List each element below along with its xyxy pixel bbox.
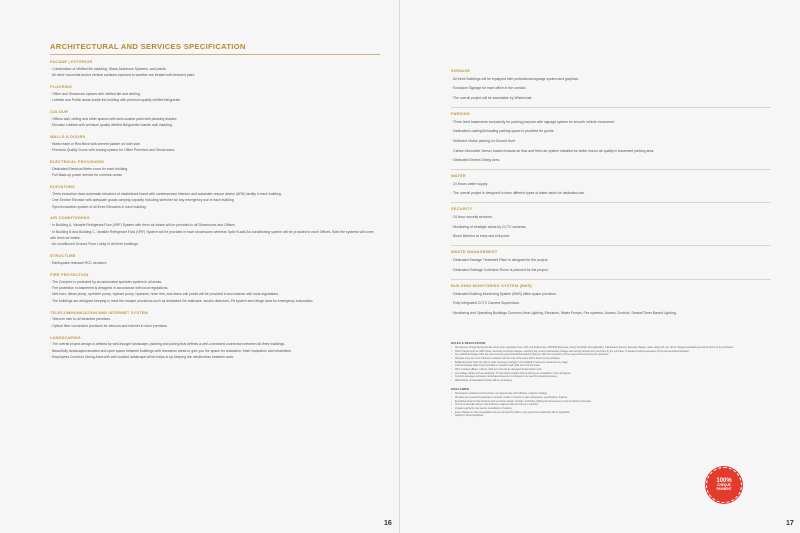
section-heading: WATER bbox=[451, 173, 466, 179]
spec-line: · The overall project design is defined by well-thought landscape, planting and paving that defines a well-connected connection between all three buildings. bbox=[50, 342, 286, 347]
section-heading: WALLS & DOORS bbox=[50, 134, 86, 139]
section-heading: STRUCTURE bbox=[50, 253, 76, 259]
spec-section bbox=[451, 279, 771, 319]
spec-line: · Offices wall, ceiling and other spaces with skim-coated paint with pleasing shades bbox=[50, 116, 177, 121]
cheque-payment-stamp: 100% CHEQUE PAYMENT bbox=[706, 467, 742, 503]
right-spec-column bbox=[451, 68, 771, 322]
spec-section bbox=[50, 184, 380, 210]
spec-section bbox=[50, 335, 380, 361]
disclaimer-item: • Dimensions mentioned in the brochure are approximate and indicative, subject to change. bbox=[451, 393, 741, 397]
spec-section bbox=[50, 109, 380, 129]
title-rule bbox=[50, 54, 380, 55]
spec-line: · Premium Quality Doors with locking system for Office Premises and Showrooms. bbox=[50, 148, 176, 153]
disclaimer-item: • All rights are reserved by developer to amend, modify or improve in plan, dimensions, specifications, features. bbox=[451, 397, 741, 401]
disclaimer-item: • All expenses of legal documents like stamp duty, registration fees, GST, sub-division fees, DSC/DM Expenses, society formation and registration, maintenance deposit, advocate charges, water supply, ET, etc. will be charged separately and will be borne by the purchaser. bbox=[451, 347, 741, 351]
disclaimer-item: • Subject to Surat jurisdiction. bbox=[451, 415, 741, 419]
spec-section bbox=[50, 215, 380, 247]
spec-section bbox=[50, 310, 380, 330]
spec-line: · Optical fiber connection provision for telecom and internet in each premises. bbox=[50, 323, 168, 328]
spec-section bbox=[50, 84, 380, 104]
section-heading: BUILDING MONITORING SYSTEM (BMS) bbox=[451, 282, 532, 288]
spec-line: · Elevator Lobbies with premium quality vitrified tile/granite/ marble wall cladding. bbox=[50, 123, 173, 128]
disclaimer-item: • Any additional charges if the tax rates levied by government/local authority during or after the completion of the project will be borne by the purchaser. bbox=[451, 354, 741, 358]
spec-section bbox=[50, 59, 380, 79]
spec-line: · Lobbies and Public areas inside the building with premium quality vitrified tile/granite bbox=[50, 98, 181, 103]
disclaimer-item: • Maintenance of Association/ Society will be compulsory. bbox=[451, 380, 741, 384]
spec-line: · Dedicated Garbage Collection Room is planned for the project. bbox=[451, 267, 549, 272]
spec-line: · Telecom riser to all tenanted premises. bbox=[50, 317, 111, 322]
rules-disclaimer-block bbox=[451, 342, 741, 423]
disclaimer-item: • Everything shown in this brochure such as interior design, furniture, furnishing, lighting and accessories is only an artistic impression. bbox=[451, 401, 741, 405]
section-heading: LANDSCAPING bbox=[50, 334, 81, 340]
disclaimer-item: • Builder/promoter holds the right to make necessary changes in the building if needed or required at any stage. bbox=[451, 362, 741, 366]
disclaimer-group bbox=[451, 342, 741, 384]
section-heading: ELEVATORS bbox=[50, 184, 75, 189]
spec-line: · Sufficient Visitor parking on Ground level. bbox=[451, 138, 517, 143]
spec-line: · All other horizontal and/or vertical surfaces exposed to weather are treated with textured paint. bbox=[50, 73, 196, 78]
page-title: ARCHITECTURAL AND SERVICES SPECIFICATION bbox=[50, 42, 246, 51]
disclaimer-item: • Irregular payments may lead to cancellation of booking. bbox=[451, 408, 741, 412]
spec-section bbox=[451, 68, 771, 104]
spec-line: · In Building B and Building C, Variable Refrigerant Flow (VRF) System will be provided in each showrooms whereas Split Hi-wall Air-conditioning system will be provided in each Offices. Both the systems will come with fresh air intake. bbox=[50, 229, 374, 241]
page-number-right: 17 bbox=[786, 520, 794, 527]
disclaimer-item: • Every changes in rules & regulations are as instructed by GMC or any government authorities will be applicable. bbox=[451, 412, 741, 416]
disclaimer-item: • Other charges such as GMC Taxes, electrical connection charges, electricity bill, society maintenance charges and security deposit are to be borne by the purchaser. In advance before possession of the premises/documentation. bbox=[451, 351, 741, 355]
spec-line: · Fire protection in basement is designed in accordance with local regulations. bbox=[50, 286, 169, 291]
spec-line: · Dedicated Sewage Treatment Plant is designed for the project. bbox=[451, 258, 549, 263]
spec-line: · Air-conditioned Ground Floor Lobby in all three buildings. bbox=[50, 242, 139, 247]
spec-line: · Dedicated Building Monitoring System (BMS) office space provision. bbox=[451, 291, 557, 296]
disclaimer-item: • Common passages and areas, landscaped areas are not allowed to be used for personal purposes. bbox=[451, 376, 741, 380]
spec-line: · Dedicated Loading/Unloading parking space is provided for goods. bbox=[451, 129, 555, 134]
spec-section bbox=[50, 159, 380, 179]
section-heading: AIR CONDITIONING bbox=[50, 215, 90, 221]
section-heading: ELECTRICAL PROVISIONS bbox=[50, 159, 105, 164]
spec-line: · Office and Showroom spaces with vitrified tile and skirting. bbox=[50, 91, 141, 96]
spec-line: · Wet-riser, diesel pump, sprinkler pump, hydrant pump, hydrants, hose reel, and alarm call points will be provided in accordance with local regulations. bbox=[50, 292, 280, 297]
disclaimer-item: • Low voltage cables such as telephone, TV and internet cables shall be laid as per consultant's norms and layout. bbox=[451, 373, 741, 377]
section-heading: WASTE MANAGEMENT bbox=[451, 249, 498, 255]
spec-line: · 24 Hours water supply. bbox=[451, 181, 488, 186]
disclaimer-heading: DISCLAIMER bbox=[451, 388, 470, 392]
section-heading: TELECOMMUNICATION AND INTERNET SYSTEM bbox=[50, 309, 148, 315]
spec-line: · The buildings are designed keeping in mind fire escape provisions such as dedicated fire staircase, smoke detectors, PA system and refuge area for emergency evacuation. bbox=[50, 298, 314, 303]
spec-section bbox=[50, 272, 380, 304]
spec-section bbox=[451, 169, 771, 199]
spec-line: · Full Back-up power service for common areas bbox=[50, 173, 123, 178]
section-heading: FACADE | EXTERIOR bbox=[50, 59, 93, 64]
spec-section bbox=[451, 107, 771, 166]
section-heading: SIGNAGE bbox=[451, 68, 471, 73]
spec-line: · Fully Integrated CCTV Camera Supervision. bbox=[451, 301, 521, 306]
spec-line: · Three level basements exclusively for parking purpose with signage system for smooth vehicle movement. bbox=[451, 119, 615, 124]
spec-line: · Three executive class automatic elevators of established brand with contemporary interiors and automatic rescue device (ARD) facility in each building. bbox=[50, 191, 282, 196]
spec-line: · Walls made of Red Brick with cement plaster on both side. bbox=[50, 141, 141, 146]
spec-line: · The overall project is designed to have different types of water tanks for dedicated use. bbox=[451, 191, 586, 196]
spec-line: · Employees Common Dining Area with well curated landscape which helps in up keeping the mindfulness between work. bbox=[50, 355, 235, 360]
spec-line: · One Service Elevator with adequate goods carrying capacity including stretcher for any emergency use in each building. bbox=[50, 198, 235, 203]
disclaimer-item: • The terms describe above in the brochure is approximate and can be in variance. bbox=[451, 404, 741, 408]
spec-line: · All three Buildings will be equipped with professional signage system and graphics. bbox=[451, 76, 580, 81]
disclaimer-item: • Internal changes shall not be permitted on elevation wall, grills and common areas. bbox=[451, 365, 741, 369]
spec-line: · The Complex is protected by an automated sprinkler system in all areas. bbox=[50, 279, 163, 284]
spec-line: · In Building A, Variable Refrigerant Flow (VRF) System with fresh air intake will be provided in all Showrooms and Offices. bbox=[50, 223, 236, 228]
spec-line: · Dedicated Drivers Dining Area. bbox=[451, 158, 501, 163]
disclaimer-heading: RULES & REGULATIONS bbox=[451, 342, 486, 345]
spec-line: · Exclusive Signage for each office in the corridor. bbox=[451, 86, 527, 91]
spec-line: · Dedicated Electrical Meter room for each building. bbox=[50, 166, 129, 171]
left-spec-column bbox=[50, 59, 380, 366]
spec-line: · Synchronization system of all three Elevators in each building. bbox=[50, 204, 147, 209]
section-heading: FIRE PROTECTION bbox=[50, 271, 89, 277]
section-heading: SECURITY bbox=[451, 206, 473, 212]
page-number-left: 16 bbox=[384, 520, 392, 527]
spec-section bbox=[50, 134, 380, 154]
spec-section bbox=[451, 202, 771, 242]
spec-line: · Carbon Monoxide Sensor based exhaust air flow and fresh air system installed for better indoor air quality in basement parking area. bbox=[451, 148, 655, 153]
spec-line: · 24 Hour security services. bbox=[451, 215, 493, 220]
spec-line: · Earthquake resistant RCC structure. bbox=[50, 261, 108, 266]
section-heading: PARKING bbox=[451, 110, 471, 116]
spec-line: · The overall project will be accessible by Wheelchair. bbox=[451, 95, 533, 100]
spec-line: · Beautifully landscaped arcades and open space between buildings with recreation areas to give you the space for relaxation, fresh inspiration and creativities. bbox=[50, 348, 292, 353]
spec-line: · Combination of Vitrified tile cladding, Glass-Aluminum Systems, and paints. bbox=[50, 66, 167, 71]
disclaimer-item: • Changes if any are to be informed in advance and the cost of the same will be borne by the purchaser. bbox=[451, 358, 741, 362]
spec-line: · Monitoring of strategic areas by CCTV cameras. bbox=[451, 224, 527, 229]
disclaimer-group bbox=[451, 388, 741, 419]
spec-section bbox=[50, 253, 380, 266]
disclaimer-item: • RCC members (Beam, Column, Slab etc) must not be damaged during interior work. bbox=[451, 369, 741, 373]
section-heading: COLOUR bbox=[50, 109, 69, 114]
spec-line: · Monitoring and Operating Buildings Common Area Lighting, Elevators, Water Pumps, Fire systems, Access Controls, Sensor/Timer Based Lighting. bbox=[451, 310, 677, 315]
spec-section bbox=[451, 245, 771, 275]
section-heading: FLOORING bbox=[50, 84, 73, 89]
spec-line: · Boom Barriers at entry and exit point. bbox=[451, 234, 510, 239]
